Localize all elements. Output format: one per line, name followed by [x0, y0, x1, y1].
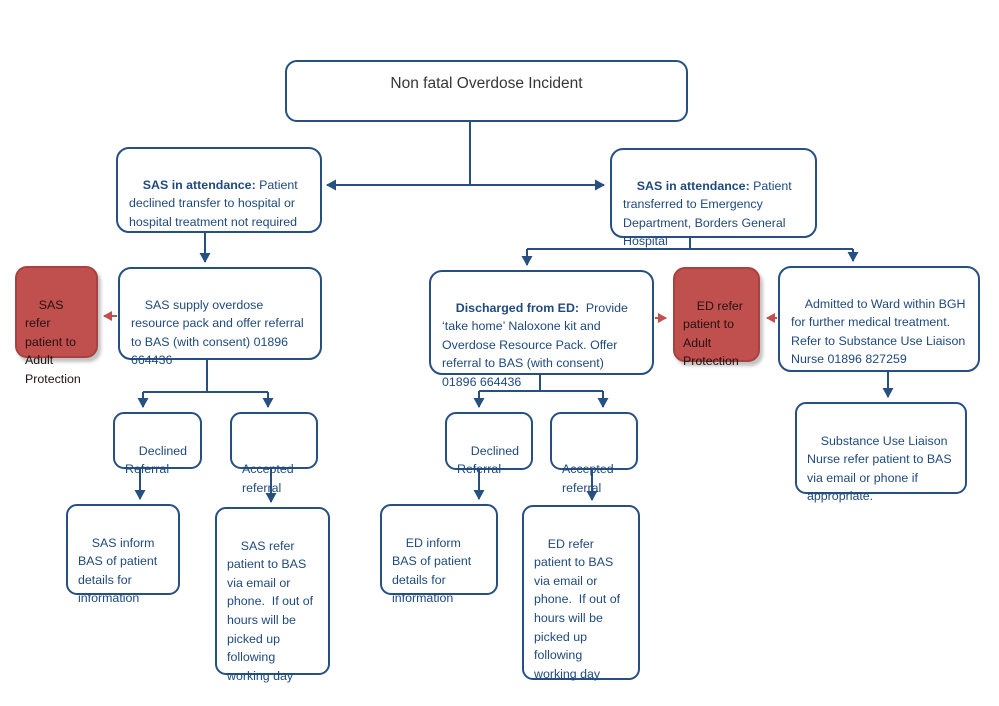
node-body-text: Declined Referral — [125, 443, 191, 477]
node-body-text: Substance Use Liaison Nurse refer patient to BAS via email or phone if appropriate. — [807, 433, 956, 504]
node-lead-text: Discharged from ED: — [455, 300, 580, 315]
node-sas-attendance-declined — [116, 147, 322, 233]
node-body-text: SAS inform BAS of patient details for information — [78, 535, 161, 606]
node-body-text: ED refer patient to Adult Protection — [683, 298, 747, 369]
node-lead-text: SAS in attendance: — [636, 178, 750, 193]
node-sas-declined-referral — [113, 412, 202, 477]
title-box — [285, 60, 688, 122]
node-substance-use-liaison — [795, 402, 967, 504]
connector-title-to-branches — [327, 122, 604, 185]
node-sas-adult-protection — [15, 266, 98, 387]
node-ed-declined-referral — [445, 412, 533, 477]
node-body-text: Accepted referral — [242, 462, 298, 495]
node-ed-adult-protection — [673, 267, 760, 369]
node-body-text: Provide ‘take home’ Naloxone kit and Overdose Resource Pack. Offer referral to BAS (with consent) 01896 664436 — [442, 300, 632, 390]
node-body-text: Patient declined transfer to hospital or hospital treatment not required — [129, 177, 302, 229]
page-title: Non fatal Overdose Incident — [390, 75, 583, 93]
node-sas-inform-bas — [66, 504, 180, 606]
node-sas-attendance-transferred — [610, 148, 817, 249]
node-body-text: Patient transferred to Emergency Department, Borders General Hospital — [623, 178, 796, 249]
node-body-text: SAS supply overdose resource pack and offer referral to BAS (with consent) 01896 664436 — [131, 297, 308, 368]
node-discharged-ed — [429, 270, 654, 390]
node-body-text: Admitted to Ward within BGH for further medical treatment. Refer to Substance Use Liaison Nurse 01896 827259 — [791, 296, 969, 367]
node-body-text: ED inform BAS of patient details for information — [392, 535, 475, 606]
node-sas-supply — [118, 267, 322, 368]
node-sas-refer-bas — [215, 507, 330, 683]
node-body-text: ED refer patient to BAS via email or phone. If out of hours will be picked up following working day — [534, 536, 624, 681]
connector-rightbranch-split — [527, 238, 853, 265]
node-ed-refer-bas — [522, 505, 640, 680]
node-body-text: Declined Referral — [457, 443, 523, 477]
node-ed-accepted-referral — [550, 412, 638, 495]
node-body-text: SAS refer patient to BAS via email or phone. If out of hours will be picked up following working day — [227, 538, 317, 683]
node-sas-accepted-referral — [230, 412, 318, 495]
node-admitted-ward — [778, 266, 980, 372]
node-body-text: SAS refer patient to Adult Protection — [25, 297, 81, 387]
node-ed-inform-bas — [380, 504, 498, 606]
node-lead-text: SAS in attendance: — [142, 177, 256, 192]
node-body-text: Accepted referral — [562, 462, 618, 495]
